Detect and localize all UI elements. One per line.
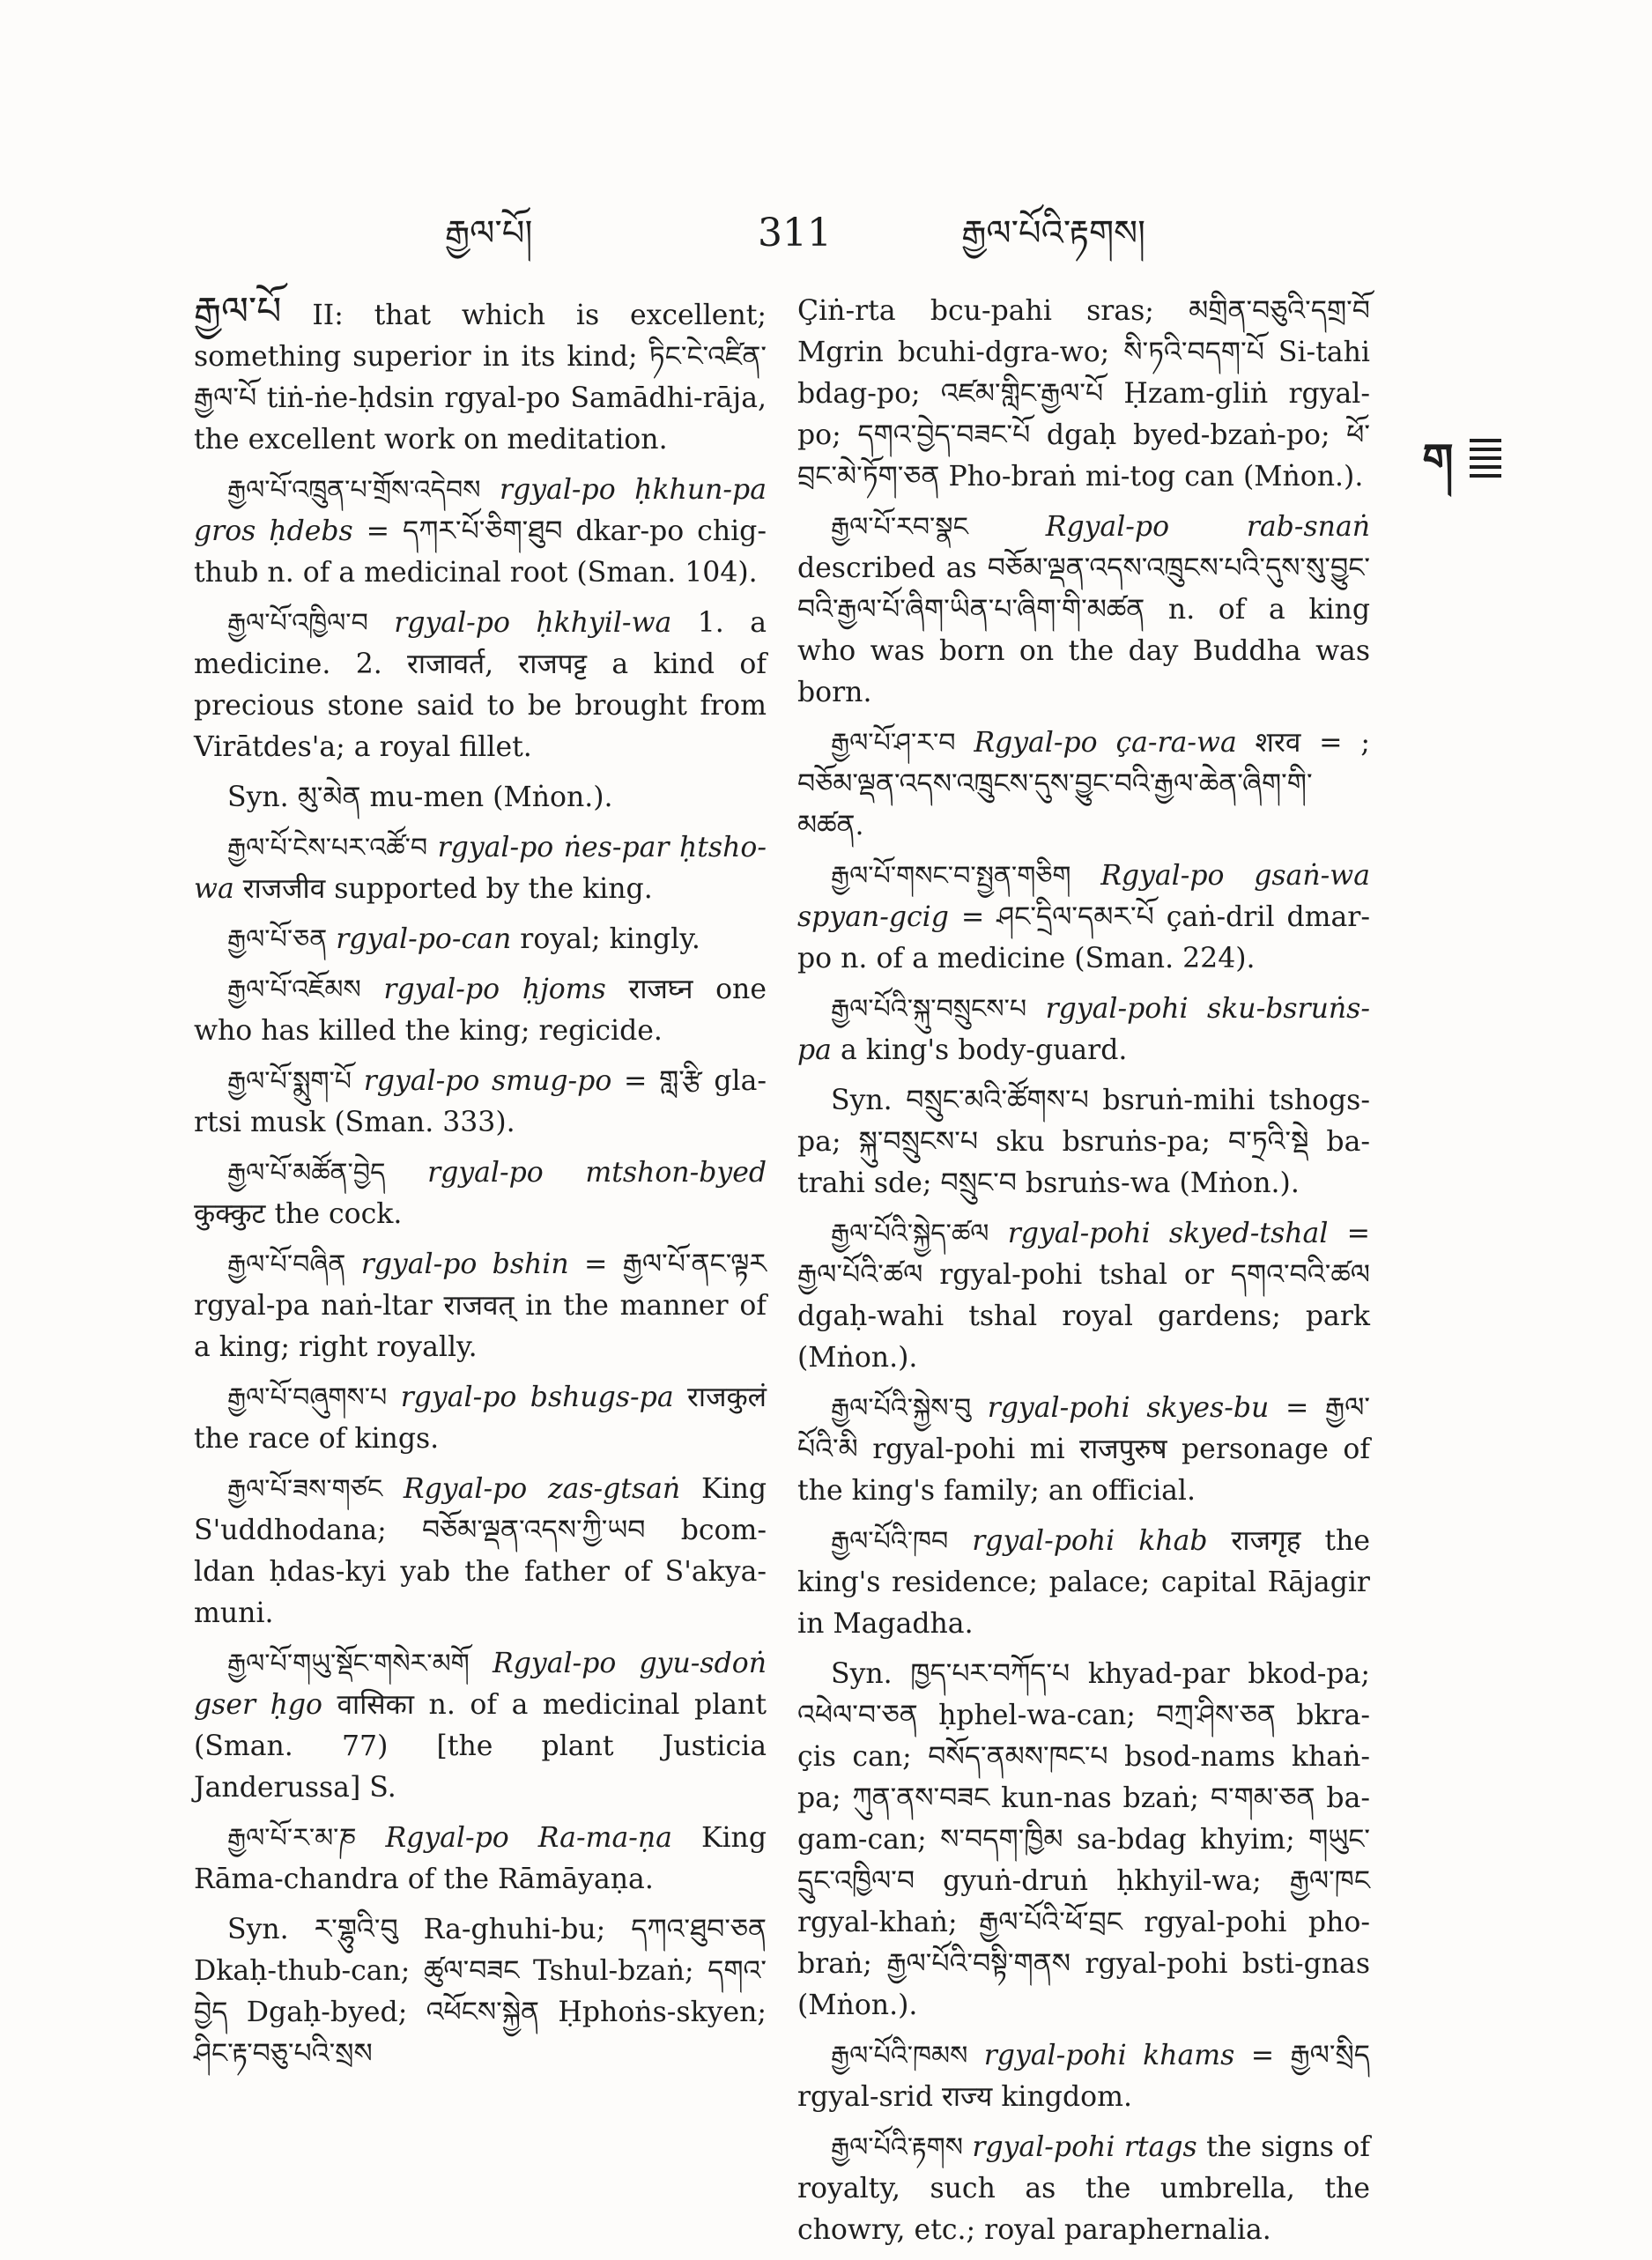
entry-headword: རྒྱལ་པོའི་ཁབ bbox=[831, 1526, 949, 1557]
entry-headword: རྒྱལ་པོའི་སྐྱེད་ཚལ bbox=[831, 1219, 989, 1249]
entry-headword: རྒྱལ་པོ་འཇོམས bbox=[227, 974, 361, 1005]
synonym-note bbox=[194, 1909, 767, 2075]
entry-definition: King Rāma-chandra of the Rāmāyaṇa. bbox=[194, 1822, 767, 1895]
entry-definition: described as བཅོམ་ལྡན་འདས་འཁྲུངས་པའི་དུས་སུ་བྱུང་བའི་རྒྱལ་པོ་ཞིག་ཡིན་པ་ཞིག་གི་མཚན n. of a king who was born on the day Buddha was born. bbox=[797, 552, 1370, 708]
entry-transliteration: rgyal-po ḥkhyil-wa bbox=[394, 607, 672, 639]
entry-headword: རྒྱལ་པོ་ངེས་པར་འཚོ་བ bbox=[227, 833, 428, 863]
entry-transliteration: rgyal-po mtshon-byed bbox=[427, 1157, 767, 1189]
right-column bbox=[797, 291, 1370, 2260]
entry-definition: II: that which is excellent; something superior in its kind; ཏིང་ངེ་འཛིན་རྒྱལ་པོ tiṅ-ṅe-ḥdsin rgyal-po Samādhi-rāja, the excellent work on meditation. bbox=[194, 300, 767, 456]
entry-definition: कुक्कुट the cock. bbox=[194, 1198, 403, 1230]
right-guide-word: རྒྱལ་པོའི་རྟགས། bbox=[961, 213, 1145, 254]
entry-transliteration: rgyal-pohi skyed-tshal bbox=[1007, 1218, 1329, 1249]
entry-transliteration: rgyal-po ḥjoms bbox=[383, 974, 606, 1005]
entry-headword: རྒྱལ་པོ་རབ་སྣང bbox=[831, 512, 968, 543]
synonym-note bbox=[194, 777, 767, 819]
entry-transliteration: rgyal-po-can bbox=[336, 923, 512, 955]
dictionary-entry bbox=[194, 1818, 767, 1901]
entry-transliteration: rgyal-po bshugs-pa bbox=[400, 1382, 674, 1413]
thumb-index-bars bbox=[1470, 439, 1501, 481]
entry-definition: राजगृह the king's residence; palace; capital Rājagir in Magadha. bbox=[797, 1525, 1370, 1640]
entry-headword: རྒྱལ་པོ་འཁྲུན་པ་གྲོས་འདེབས bbox=[227, 475, 481, 506]
entry-transliteration: rgyal-po ṅes-par ḥtsho-wa bbox=[194, 832, 767, 905]
dictionary-entry bbox=[194, 291, 767, 461]
entry-definition: शरव = ; བཅོམ་ལྡན་འདས་འཁྲུངས་དུས་བྱུང་བའི་རྒྱལ་ཆེན་ཞིག་གི་མཚན. bbox=[797, 727, 1370, 841]
entry-headword: རྒྱལ་པོ་བཞིན bbox=[227, 1249, 346, 1280]
dictionary-entry bbox=[194, 919, 767, 960]
dictionary-entry bbox=[797, 2035, 1370, 2118]
entry-transliteration: Rgyal-po rab-snaṅ bbox=[1045, 511, 1371, 543]
entry-transliteration: rgyal-pohi sku-bsruṅs-pa bbox=[797, 993, 1370, 1066]
entry-definition: Syn. ར་གྷུའི་བུ Ra-ghuhi-bu; དཀའ་ཐུབ་ཅན Dkaḥ-thub-can; ཚུལ་བཟང Tshul-bzaṅ; དགའ་བྱེད Dgaḥ-byed; འཕོངས་སྐྱེན Ḥphoṅs-skyen; ཤིང་རྟ་བཅུ་པའི་སྲས bbox=[194, 1914, 767, 2070]
entry-definition: = ཤང་དྲིལ་དམར་པོ çaṅ-dril dmar-po n. of a medicine (Sman. 224). bbox=[797, 901, 1371, 974]
dictionary-entry bbox=[797, 1213, 1370, 1379]
entry-transliteration: rgyal-pohi skyes-bu bbox=[987, 1392, 1270, 1424]
dictionary-entry bbox=[194, 1377, 767, 1460]
entry-definition: = གླ་རྩི gla-rtsi musk (Sman. 333). bbox=[194, 1065, 767, 1138]
entry-definition: = རྒྱལ་པོའི་མི rgyal-pohi mi राजपुरुष personage of the king's family; an official. bbox=[797, 1392, 1370, 1507]
entry-definition: royal; kingly. bbox=[520, 923, 700, 955]
dictionary-entry bbox=[194, 827, 767, 910]
entry-definition: राजघ्न one who has killed the king; regicide. bbox=[194, 974, 767, 1047]
dictionary-entry bbox=[194, 603, 767, 768]
entry-transliteration: Rgyal-po Ra-ma-ṇa bbox=[385, 1822, 672, 1854]
entry-definition: राजजीव supported by the king. bbox=[242, 873, 653, 905]
entry-transliteration: rgyal-po smug-po bbox=[363, 1065, 612, 1097]
entry-definition: Syn. བསྲུང་མའི་ཚོགས་པ bsruṅ-mihi tshogs-pa; སྐུ་བསྲུངས་པ sku bsruṅs-pa; བ་ཏྲའི་སྡེ ba-trahi sde; བསྲུང་བ bsruṅs-wa (Mṅon.). bbox=[797, 1085, 1370, 1199]
dictionary-entry bbox=[194, 470, 767, 594]
entry-headword: རྒྱལ་པོའི་སྐྱེས་བུ bbox=[831, 1393, 972, 1424]
dictionary-entry bbox=[797, 722, 1370, 847]
dictionary-entry bbox=[797, 1521, 1370, 1645]
entry-transliteration: rgyal-po ḥkhun-pa gros ḥdebs bbox=[194, 474, 767, 547]
entry-headword: རྒྱལ་པོ་ར་མ་ཎ bbox=[227, 1823, 357, 1854]
entry-headword: རྒྱལ་པོའི་སྐུ་བསྲུངས་པ bbox=[831, 994, 1027, 1025]
entry-headword: རྒྱལ་པོ་ཟས་གཙང bbox=[227, 1474, 383, 1505]
entry-definition: = དཀར་པོ་ཅིག་ཐུབ dkar-po chig-thub n. of a medicinal root (Sman. 104). bbox=[194, 515, 767, 589]
entry-definition: 1. a medicine. 2. राजावर्त, राजपट्ट a kind of precious stone said to be brought from Virātdes'a; a royal fillet. bbox=[194, 607, 767, 763]
dictionary-entry bbox=[194, 1643, 767, 1809]
synonym-note bbox=[797, 1654, 1370, 2027]
dictionary-entry bbox=[194, 969, 767, 1052]
entry-definition: Çiṅ-rta bcu-pahi sras; མགྲིན་བཅུའི་དགྲ་བོ Mgrin bcuhi-dgra-wo; སི་ཏའི་བདག་པོ Si-tahi bdag-po; འཛམ་གླིང་རྒྱལ་པོ Ḥzam-gliṅ rgyal-po; དགའ་བྱེད་བཟང་པོ dgaḥ byed-bzaṅ-po; ཕོ་བྲང་མེ་ཏོག་ཅན Pho-braṅ mi-tog can (Mṅon.). bbox=[797, 295, 1370, 493]
entry-definition: = རྒྱལ་པོ་ནང་ལྟར rgyal-pa naṅ-ltar राजवत् in the manner of a king; right royally. bbox=[194, 1249, 767, 1363]
entry-headword: རྒྱལ་པོ་སྨུག་པོ bbox=[227, 1066, 352, 1097]
entry-definition: वासिका n. of a medicinal plant (Sman. 77) [the plant Justicia Janderussa] S. bbox=[194, 1689, 767, 1804]
entry-definition: = རྒྱལ་པོའི་ཚལ rgyal-pohi tshal or དགའ་བའི་ཚལ dgaḥ-wahi tshal royal gardens; park (Mṅon.). bbox=[797, 1218, 1371, 1374]
entry-headword: རྒྱལ་པོ་བཞུགས་པ bbox=[227, 1382, 388, 1413]
entry-headword: རྒྱལ་པོ་གཡུ་སྡོང་གསེར་མགོ bbox=[227, 1649, 470, 1679]
dictionary-entry bbox=[797, 2127, 1370, 2251]
page-number: 311 bbox=[758, 211, 832, 256]
entry-headword: རྒྱལ་པོའི་རྟགས bbox=[831, 2132, 963, 2163]
dictionary-entry-continued bbox=[797, 291, 1370, 498]
entry-definition: Syn. མུ་མེན mu-men (Mṅon.). bbox=[227, 782, 613, 813]
entry-headword: རྒྱལ་པོ་འཁྱིལ་བ bbox=[227, 608, 368, 639]
left-column bbox=[194, 291, 767, 2084]
entry-transliteration: rgyal-pohi khams bbox=[983, 2040, 1235, 2071]
left-guide-word: རྒྱལ་པོ། bbox=[445, 213, 533, 254]
entry-definition: Syn. ཁྱད་པར་བཀོད་པ khyad-par bkod-pa; འཕེལ་བ་ཅན ḥphel-wa-can; བཀྲ་ཤིས་ཅན bkra-çis can; བསོད་ནམས་ཁང་པ bsod-nams khaṅ-pa; ཀུན་ནས་བཟང kun-nas bzaṅ; བ་གམ་ཅན ba-gam-can; ས་བདག་ཁྱིམ sa-bdag khyim; གཡུང་དྲུང་འཁྱིལ་བ gyuṅ-druṅ ḥkhyil-wa; རྒྱལ་ཁང rgyal-khaṅ; རྒྱལ་པོའི་ཕོ་བྲང rgyal-pohi pho-braṅ; རྒྱལ་པོའི་བསྟི་གནས rgyal-pohi bsti-gnas (Mṅon.). bbox=[797, 1658, 1370, 2021]
entry-transliteration: Rgyal-po gyu-sdoṅ gser ḥgo bbox=[194, 1648, 767, 1721]
dictionary-entry bbox=[194, 1152, 767, 1235]
entry-definition: King S'uddhodana; བཅོམ་ལྡན་འདས་ཀྱི་ཡབ bcom-ldan ḥdas-kyi yab the father of S'akya-muni. bbox=[194, 1473, 767, 1629]
dictionary-entry bbox=[194, 1244, 767, 1368]
entry-headword: རྒྱལ་པོ་གསང་བ་སྤྱན་གཅིག bbox=[831, 861, 1071, 892]
dictionary-entry bbox=[194, 1469, 767, 1634]
entry-headword: རྒྱལ་པོ་མཚོན་བྱེད bbox=[227, 1158, 386, 1189]
synonym-note bbox=[797, 1080, 1370, 1204]
dictionary-entry bbox=[797, 507, 1370, 714]
entry-definition: a king's body-guard. bbox=[840, 1034, 1128, 1066]
entry-definition: = རྒྱལ་སྲིད rgyal-srid राज्य kingdom. bbox=[797, 2040, 1371, 2113]
dictionary-entry bbox=[797, 1388, 1370, 1512]
entry-transliteration: Rgyal-po zas-gtsaṅ bbox=[403, 1473, 681, 1505]
entry-headword: རྒྱལ་པོ bbox=[194, 289, 282, 334]
entry-headword: རྒྱལ་པོའི་ཁམས bbox=[831, 2041, 968, 2071]
entry-definition: राजकुलं the race of kings. bbox=[194, 1382, 767, 1455]
entry-transliteration: Rgyal-po ça-ra-wa bbox=[974, 727, 1237, 759]
dictionary-entry bbox=[194, 1061, 767, 1144]
entry-transliteration: Rgyal-po gsaṅ-wa spyan-gcig bbox=[797, 860, 1370, 933]
entry-headword: རྒྱལ་པོ་ཤ་ར་བ bbox=[831, 728, 956, 759]
thumb-index-letter: ག bbox=[1422, 433, 1454, 485]
dictionary-entry bbox=[797, 856, 1370, 980]
entry-headword: རྒྱལ་པོ་ཅན bbox=[227, 924, 328, 955]
entry-transliteration: rgyal-po bshin bbox=[360, 1249, 569, 1280]
entry-definition: the signs of royalty, such as the umbrella, the chowry, etc.; royal paraphernalia. bbox=[797, 2131, 1371, 2246]
entry-transliteration: rgyal-pohi rtags bbox=[972, 2131, 1197, 2163]
dictionary-entry bbox=[797, 989, 1370, 1071]
running-header bbox=[194, 207, 1410, 260]
entry-transliteration: rgyal-pohi khab bbox=[972, 1525, 1208, 1557]
